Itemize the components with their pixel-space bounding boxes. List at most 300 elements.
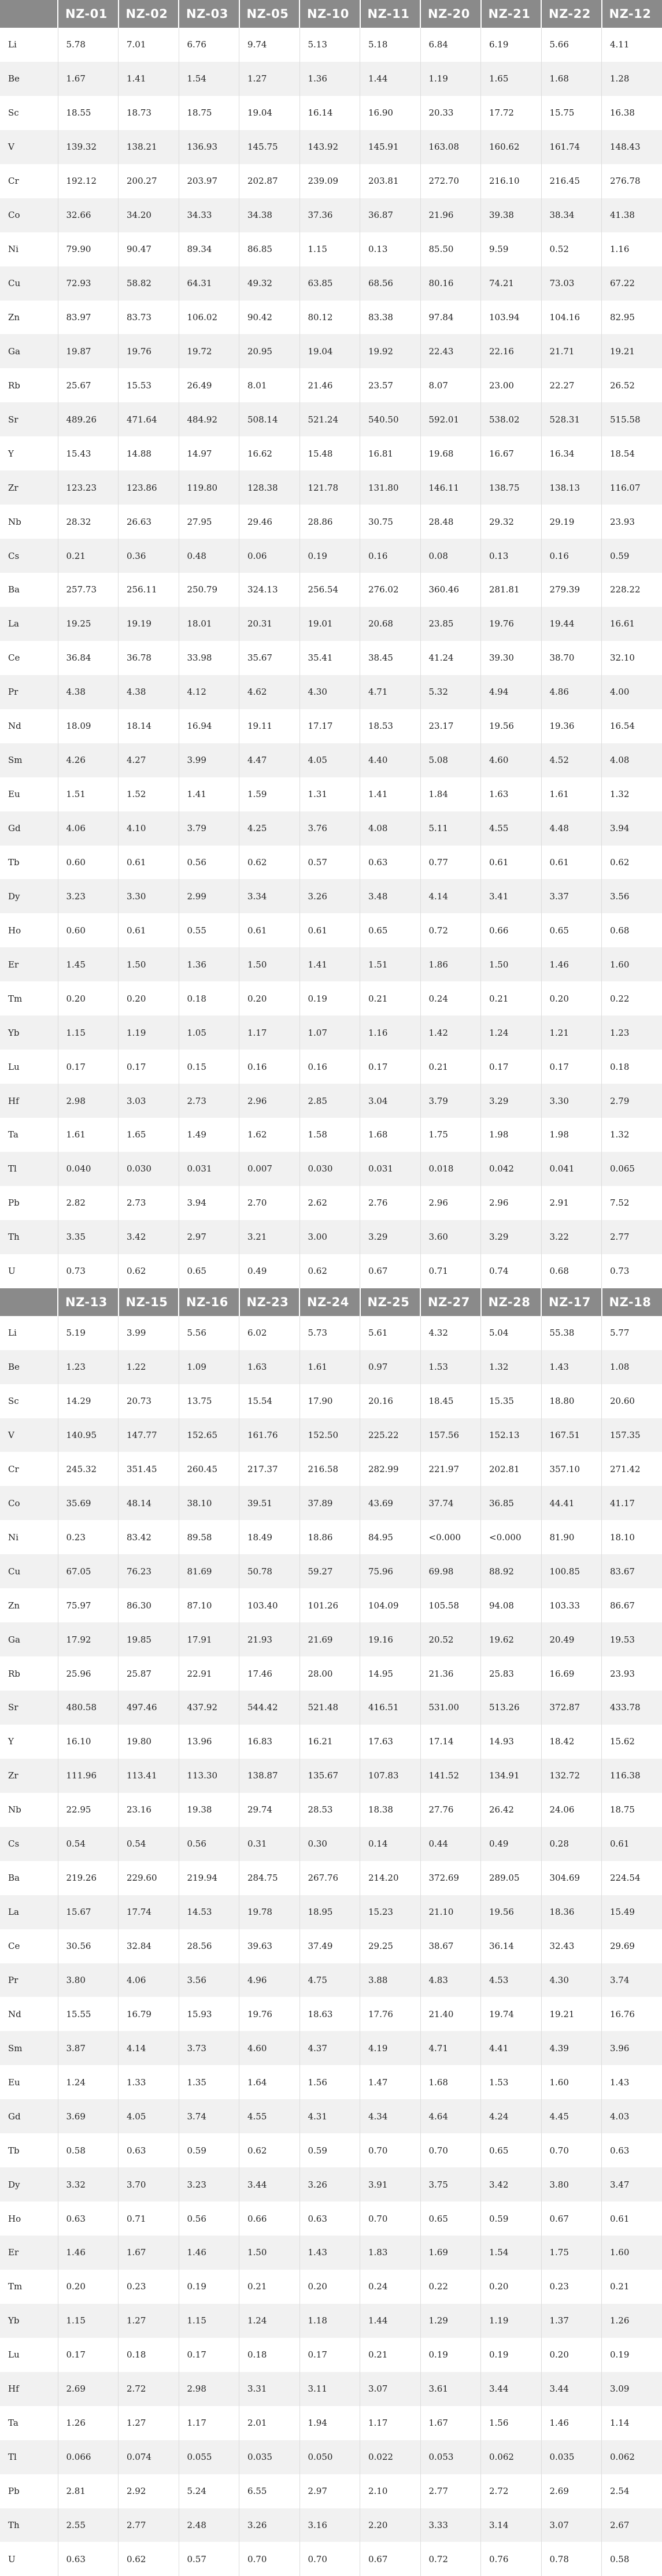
concentration-value: 25.67 xyxy=(58,368,119,402)
concentration-value: 123.86 xyxy=(119,470,179,505)
table-row xyxy=(0,743,662,777)
concentration-value: 1.15 xyxy=(179,2304,239,2338)
table-row xyxy=(0,1316,662,1350)
table-row xyxy=(0,164,662,198)
concentration-value: 216.10 xyxy=(481,164,542,198)
concentration-value: 33.98 xyxy=(179,641,239,675)
concentration-value: 37.74 xyxy=(420,1486,481,1520)
concentration-value: 0.19 xyxy=(602,2338,662,2372)
concentration-value: 7.52 xyxy=(602,1186,662,1220)
concentration-value: 257.73 xyxy=(58,573,119,607)
concentration-value: 15.35 xyxy=(481,1384,542,1418)
table-row xyxy=(0,2406,662,2440)
concentration-value: 0.066 xyxy=(58,2440,119,2474)
concentration-value: 121.78 xyxy=(299,470,360,505)
concentration-value: 3.80 xyxy=(58,1963,119,1997)
concentration-value: 0.031 xyxy=(179,1152,239,1186)
concentration-value: 515.58 xyxy=(602,402,662,436)
concentration-value: 2.98 xyxy=(58,1084,119,1118)
concentration-value: 219.94 xyxy=(179,1861,239,1895)
concentration-value: 1.05 xyxy=(179,1015,239,1050)
concentration-value: 351.45 xyxy=(119,1452,179,1486)
concentration-value: 138.87 xyxy=(239,1759,300,1793)
concentration-value: 32.43 xyxy=(541,1929,602,1963)
table-header-row xyxy=(0,0,662,28)
concentration-value: 3.03 xyxy=(119,1084,179,1118)
sample-column-header: NZ-03 xyxy=(179,0,239,28)
concentration-value: 90.42 xyxy=(239,301,300,335)
concentration-value: 289.05 xyxy=(481,1861,542,1895)
concentration-value: 16.81 xyxy=(360,436,421,470)
concentration-value: 538.02 xyxy=(481,402,542,436)
concentration-value: 13.96 xyxy=(179,1725,239,1759)
concentration-value: 3.44 xyxy=(541,2372,602,2406)
concentration-value: 0.54 xyxy=(119,1827,179,1861)
concentration-value: 279.39 xyxy=(541,573,602,607)
concentration-value: 75.96 xyxy=(360,1554,421,1588)
element-label: Rb xyxy=(0,1656,58,1691)
concentration-value: 2.62 xyxy=(299,1186,360,1220)
concentration-value: 304.69 xyxy=(541,1861,602,1895)
concentration-value: 138.13 xyxy=(541,470,602,505)
concentration-value: 19.19 xyxy=(119,607,179,641)
concentration-value: 116.38 xyxy=(602,1759,662,1793)
concentration-value: 22.95 xyxy=(58,1793,119,1827)
concentration-value: 192.12 xyxy=(58,164,119,198)
concentration-value: 3.04 xyxy=(360,1084,421,1118)
concentration-value: 18.38 xyxy=(360,1793,421,1827)
concentration-value: 28.53 xyxy=(299,1793,360,1827)
concentration-value: 0.20 xyxy=(541,2338,602,2372)
element-label: Cu xyxy=(0,1554,58,1588)
concentration-value: 84.95 xyxy=(360,1520,421,1554)
concentration-value: 1.14 xyxy=(602,2406,662,2440)
concentration-value: 63.85 xyxy=(299,266,360,301)
concentration-value: 128.38 xyxy=(239,470,300,505)
element-label: Nd xyxy=(0,709,58,743)
concentration-value: 3.29 xyxy=(481,1220,542,1254)
concentration-value: 22.27 xyxy=(541,368,602,402)
concentration-value: 1.41 xyxy=(360,777,421,811)
element-label: Er xyxy=(0,947,58,981)
table-row xyxy=(0,266,662,301)
concentration-value: 0.74 xyxy=(481,1254,542,1288)
concentration-value: 1.46 xyxy=(58,2236,119,2270)
table-row xyxy=(0,402,662,436)
element-label: Sm xyxy=(0,743,58,777)
table-row xyxy=(0,1418,662,1452)
table-row xyxy=(0,2099,662,2133)
concentration-value: 4.37 xyxy=(299,2031,360,2065)
concentration-value: 18.36 xyxy=(541,1895,602,1929)
concentration-value: 4.75 xyxy=(299,1963,360,1997)
concentration-value: 152.65 xyxy=(179,1418,239,1452)
element-label: Zr xyxy=(0,1759,58,1793)
concentration-value: 16.76 xyxy=(602,1997,662,2031)
element-label: Gd xyxy=(0,811,58,846)
concentration-value: 0.59 xyxy=(179,2133,239,2167)
table-row xyxy=(0,981,662,1015)
concentration-value: 8.07 xyxy=(420,368,481,402)
concentration-value: 4.53 xyxy=(481,1963,542,1997)
concentration-value: 34.33 xyxy=(179,198,239,232)
concentration-value: 18.80 xyxy=(541,1384,602,1418)
concentration-value: 0.17 xyxy=(179,2338,239,2372)
concentration-value: 20.68 xyxy=(360,607,421,641)
concentration-value: 3.74 xyxy=(602,1963,662,1997)
concentration-value: 0.68 xyxy=(602,913,662,947)
table-row xyxy=(0,1588,662,1622)
concentration-value: 22.16 xyxy=(481,334,542,368)
concentration-value: 1.60 xyxy=(541,2065,602,2099)
concentration-value: 20.31 xyxy=(239,607,300,641)
concentration-value: 18.75 xyxy=(602,1793,662,1827)
table-row xyxy=(0,709,662,743)
concentration-value: 372.87 xyxy=(541,1691,602,1725)
concentration-value: 1.61 xyxy=(299,1350,360,1384)
concentration-value: 0.17 xyxy=(119,1050,179,1084)
concentration-value: 38.45 xyxy=(360,641,421,675)
table-row xyxy=(0,2270,662,2304)
concentration-value: 360.46 xyxy=(420,573,481,607)
concentration-value: 17.74 xyxy=(119,1895,179,1929)
concentration-value: 0.035 xyxy=(239,2440,300,2474)
concentration-value: 17.63 xyxy=(360,1725,421,1759)
concentration-value: 3.87 xyxy=(58,2031,119,2065)
concentration-value: 0.71 xyxy=(420,1254,481,1288)
concentration-value: 0.30 xyxy=(299,1827,360,1861)
concentration-value: 5.73 xyxy=(299,1316,360,1350)
concentration-value: 1.29 xyxy=(420,2304,481,2338)
table-row xyxy=(0,130,662,164)
table-row xyxy=(0,1861,662,1895)
concentration-value: 75.97 xyxy=(58,1588,119,1622)
concentration-value: 143.92 xyxy=(299,130,360,164)
concentration-value: 5.56 xyxy=(179,1316,239,1350)
concentration-value: 6.55 xyxy=(239,2474,300,2508)
concentration-value: 3.60 xyxy=(420,1220,481,1254)
concentration-value: 276.78 xyxy=(602,164,662,198)
concentration-value: 1.28 xyxy=(602,62,662,96)
element-label: Th xyxy=(0,1220,58,1254)
concentration-value: 17.17 xyxy=(299,709,360,743)
table-row xyxy=(0,1452,662,1486)
concentration-value: 97.84 xyxy=(420,301,481,335)
concentration-value: 0.70 xyxy=(420,2133,481,2167)
concentration-value: 4.38 xyxy=(58,675,119,709)
concentration-value: 1.94 xyxy=(299,2406,360,2440)
sample-column-header: NZ-01 xyxy=(58,0,119,28)
table-row xyxy=(0,777,662,811)
concentration-value: 4.30 xyxy=(541,1963,602,1997)
element-label: Ba xyxy=(0,1861,58,1895)
concentration-value: 35.67 xyxy=(239,641,300,675)
concentration-value: 0.20 xyxy=(58,2270,119,2304)
concentration-value: 5.18 xyxy=(360,28,421,62)
concentration-value: 67.22 xyxy=(602,266,662,301)
concentration-value: 1.84 xyxy=(420,777,481,811)
concentration-value: 203.81 xyxy=(360,164,421,198)
concentration-value: 81.69 xyxy=(179,1554,239,1588)
concentration-value: 1.75 xyxy=(541,2236,602,2270)
concentration-value: 89.58 xyxy=(179,1520,239,1554)
table-row xyxy=(0,2372,662,2406)
concentration-value: 104.16 xyxy=(541,301,602,335)
concentration-value: 0.16 xyxy=(541,539,602,573)
concentration-value: 7.01 xyxy=(119,28,179,62)
concentration-value: 0.70 xyxy=(541,2133,602,2167)
concentration-value: 0.61 xyxy=(119,846,179,880)
element-label: Co xyxy=(0,1486,58,1520)
concentration-value: 18.53 xyxy=(360,709,421,743)
concentration-value: 0.21 xyxy=(360,981,421,1015)
concentration-value: 1.17 xyxy=(360,2406,421,2440)
concentration-value: 228.22 xyxy=(602,573,662,607)
concentration-value: 3.07 xyxy=(541,2508,602,2542)
concentration-value: 167.51 xyxy=(541,1418,602,1452)
concentration-value: 0.24 xyxy=(360,2270,421,2304)
concentration-value: 28.48 xyxy=(420,505,481,539)
element-label: Tb xyxy=(0,846,58,880)
element-label: Ga xyxy=(0,1622,58,1656)
concentration-value: 147.77 xyxy=(119,1418,179,1452)
concentration-value: 74.21 xyxy=(481,266,542,301)
concentration-value: 39.30 xyxy=(481,641,542,675)
concentration-value: 0.49 xyxy=(239,1254,300,1288)
concentration-value: 3.23 xyxy=(179,2167,239,2201)
concentration-value: 480.58 xyxy=(58,1691,119,1725)
concentration-value: 123.23 xyxy=(58,470,119,505)
concentration-value: 2.20 xyxy=(360,2508,421,2542)
concentration-value: 15.53 xyxy=(119,368,179,402)
element-label: Lu xyxy=(0,1050,58,1084)
concentration-value: 1.60 xyxy=(602,947,662,981)
concentration-value: 0.24 xyxy=(420,981,481,1015)
table-header-row xyxy=(0,1288,662,1316)
concentration-value: 26.49 xyxy=(179,368,239,402)
element-label: Tl xyxy=(0,2440,58,2474)
concentration-value: 19.16 xyxy=(360,1622,421,1656)
concentration-value: 3.99 xyxy=(119,1316,179,1350)
concentration-value: 1.52 xyxy=(119,777,179,811)
concentration-value: 1.27 xyxy=(119,2304,179,2338)
table-row xyxy=(0,1350,662,1384)
concentration-value: 3.34 xyxy=(239,879,300,913)
concentration-value: 1.44 xyxy=(360,62,421,96)
concentration-value: 72.93 xyxy=(58,266,119,301)
concentration-value: 0.062 xyxy=(481,2440,542,2474)
concentration-value: 145.75 xyxy=(239,130,300,164)
concentration-value: 4.86 xyxy=(541,675,602,709)
concentration-value: 29.74 xyxy=(239,1793,300,1827)
sample-column-header: NZ-21 xyxy=(481,0,542,28)
concentration-value: 1.45 xyxy=(58,947,119,981)
concentration-value: 1.35 xyxy=(179,2065,239,2099)
concentration-value: 18.54 xyxy=(602,436,662,470)
concentration-value: 4.71 xyxy=(420,2031,481,2065)
concentration-value: 4.55 xyxy=(481,811,542,846)
concentration-value: 528.31 xyxy=(541,402,602,436)
concentration-value: 1.61 xyxy=(58,1118,119,1152)
table-row xyxy=(0,913,662,947)
concentration-value: 513.26 xyxy=(481,1691,542,1725)
concentration-value: 41.24 xyxy=(420,641,481,675)
concentration-value: 5.08 xyxy=(420,743,481,777)
element-label: Sr xyxy=(0,402,58,436)
concentration-value: 1.68 xyxy=(420,2065,481,2099)
concentration-value: 3.73 xyxy=(179,2031,239,2065)
concentration-value: 2.96 xyxy=(420,1186,481,1220)
table-row xyxy=(0,1997,662,2031)
table-row xyxy=(0,1186,662,1220)
concentration-value: 5.32 xyxy=(420,675,481,709)
table-row xyxy=(0,1793,662,1827)
concentration-value: 16.34 xyxy=(541,436,602,470)
concentration-value: 4.06 xyxy=(58,811,119,846)
concentration-value: 0.21 xyxy=(420,1050,481,1084)
element-label: Ga xyxy=(0,334,58,368)
concentration-value: 0.28 xyxy=(541,1827,602,1861)
table-row xyxy=(0,2304,662,2338)
element-label: Li xyxy=(0,1316,58,1350)
concentration-value: 15.62 xyxy=(602,1725,662,1759)
concentration-value: 119.80 xyxy=(179,470,239,505)
concentration-value: 0.65 xyxy=(420,2201,481,2236)
concentration-value: 37.49 xyxy=(299,1929,360,1963)
concentration-value: 1.59 xyxy=(239,777,300,811)
concentration-value: 0.62 xyxy=(119,1254,179,1288)
concentration-value: 23.16 xyxy=(119,1793,179,1827)
concentration-value: 3.26 xyxy=(299,879,360,913)
concentration-value: 83.73 xyxy=(119,301,179,335)
concentration-value: 1.37 xyxy=(541,2304,602,2338)
concentration-value: 18.42 xyxy=(541,1725,602,1759)
concentration-value: 0.36 xyxy=(119,539,179,573)
concentration-value: 214.20 xyxy=(360,1861,421,1895)
concentration-value: 4.55 xyxy=(239,2099,300,2133)
concentration-value: 2.79 xyxy=(602,1084,662,1118)
concentration-value: 1.98 xyxy=(541,1118,602,1152)
element-label: Tm xyxy=(0,2270,58,2304)
concentration-value: 17.46 xyxy=(239,1656,300,1691)
concentration-value: 2.98 xyxy=(179,2372,239,2406)
concentration-value: 26.42 xyxy=(481,1793,542,1827)
concentration-value: 5.19 xyxy=(58,1316,119,1350)
concentration-value: 2.54 xyxy=(602,2474,662,2508)
concentration-value: 86.85 xyxy=(239,232,300,266)
concentration-value: 0.57 xyxy=(179,2542,239,2576)
concentration-value: 0.18 xyxy=(119,2338,179,2372)
concentration-value: 3.44 xyxy=(481,2372,542,2406)
concentration-value: 0.61 xyxy=(602,1827,662,1861)
concentration-value: 5.11 xyxy=(420,811,481,846)
concentration-value: 19.44 xyxy=(541,607,602,641)
concentration-value: 2.77 xyxy=(420,2474,481,2508)
concentration-value: 0.66 xyxy=(239,2201,300,2236)
concentration-value: 3.11 xyxy=(299,2372,360,2406)
concentration-value: 1.41 xyxy=(299,947,360,981)
concentration-value: 36.87 xyxy=(360,198,421,232)
concentration-value: 3.26 xyxy=(239,2508,300,2542)
element-label: Yb xyxy=(0,1015,58,1050)
concentration-value: 2.77 xyxy=(119,2508,179,2542)
concentration-value: 1.24 xyxy=(239,2304,300,2338)
concentration-value: 0.73 xyxy=(58,1254,119,1288)
concentration-value: 16.62 xyxy=(239,436,300,470)
table-row xyxy=(0,1725,662,1759)
table-row xyxy=(0,1050,662,1084)
concentration-value: 1.17 xyxy=(239,1015,300,1050)
element-label: Yb xyxy=(0,2304,58,2338)
concentration-value: 5.66 xyxy=(541,28,602,62)
concentration-value: 0.63 xyxy=(299,2201,360,2236)
concentration-value: 9.59 xyxy=(481,232,542,266)
concentration-value: 1.64 xyxy=(239,2065,300,2099)
trace-element-table-2 xyxy=(0,1288,662,2576)
concentration-value: 16.90 xyxy=(360,96,421,130)
concentration-value: 1.50 xyxy=(239,947,300,981)
concentration-value: 0.77 xyxy=(420,846,481,880)
concentration-value: 36.85 xyxy=(481,1486,542,1520)
concentration-value: 1.46 xyxy=(541,947,602,981)
table-row xyxy=(0,2542,662,2576)
concentration-value: 17.76 xyxy=(360,1997,421,2031)
table-row xyxy=(0,1827,662,1861)
concentration-value: 3.76 xyxy=(299,811,360,846)
element-label: Ta xyxy=(0,2406,58,2440)
concentration-value: 6.19 xyxy=(481,28,542,62)
element-label: Eu xyxy=(0,777,58,811)
concentration-value: 3.96 xyxy=(602,2031,662,2065)
concentration-value: 3.88 xyxy=(360,1963,421,1997)
concentration-value: 0.58 xyxy=(58,2133,119,2167)
concentration-value: 0.56 xyxy=(179,846,239,880)
concentration-value: 4.71 xyxy=(360,675,421,709)
concentration-value: 136.93 xyxy=(179,130,239,164)
concentration-value: 1.65 xyxy=(481,62,542,96)
concentration-value: 0.041 xyxy=(541,1152,602,1186)
element-label: Eu xyxy=(0,2065,58,2099)
concentration-value: 3.26 xyxy=(299,2167,360,2201)
concentration-value: 18.95 xyxy=(299,1895,360,1929)
concentration-value: 24.06 xyxy=(541,1793,602,1827)
concentration-value: 1.16 xyxy=(602,232,662,266)
concentration-value: 15.75 xyxy=(541,96,602,130)
concentration-value: 0.61 xyxy=(119,913,179,947)
element-label: U xyxy=(0,1254,58,1288)
element-label: Ta xyxy=(0,1118,58,1152)
concentration-value: 3.33 xyxy=(420,2508,481,2542)
concentration-value: 8.01 xyxy=(239,368,300,402)
concentration-value: 37.89 xyxy=(299,1486,360,1520)
concentration-value: 88.92 xyxy=(481,1554,542,1588)
concentration-value: 0.17 xyxy=(58,1050,119,1084)
concentration-value: 21.71 xyxy=(541,334,602,368)
concentration-value: 0.65 xyxy=(360,913,421,947)
concentration-value: 13.75 xyxy=(179,1384,239,1418)
concentration-value: 245.32 xyxy=(58,1452,119,1486)
concentration-value: 357.10 xyxy=(541,1452,602,1486)
concentration-value: 5.61 xyxy=(360,1316,421,1350)
concentration-value: 38.34 xyxy=(541,198,602,232)
sample-column-header: NZ-17 xyxy=(541,1288,602,1316)
concentration-value: 3.37 xyxy=(541,879,602,913)
concentration-value: 1.68 xyxy=(360,1118,421,1152)
concentration-value: 0.78 xyxy=(541,2542,602,2576)
concentration-value: 19.78 xyxy=(239,1895,300,1929)
table-row xyxy=(0,1220,662,1254)
concentration-value: 2.69 xyxy=(58,2372,119,2406)
